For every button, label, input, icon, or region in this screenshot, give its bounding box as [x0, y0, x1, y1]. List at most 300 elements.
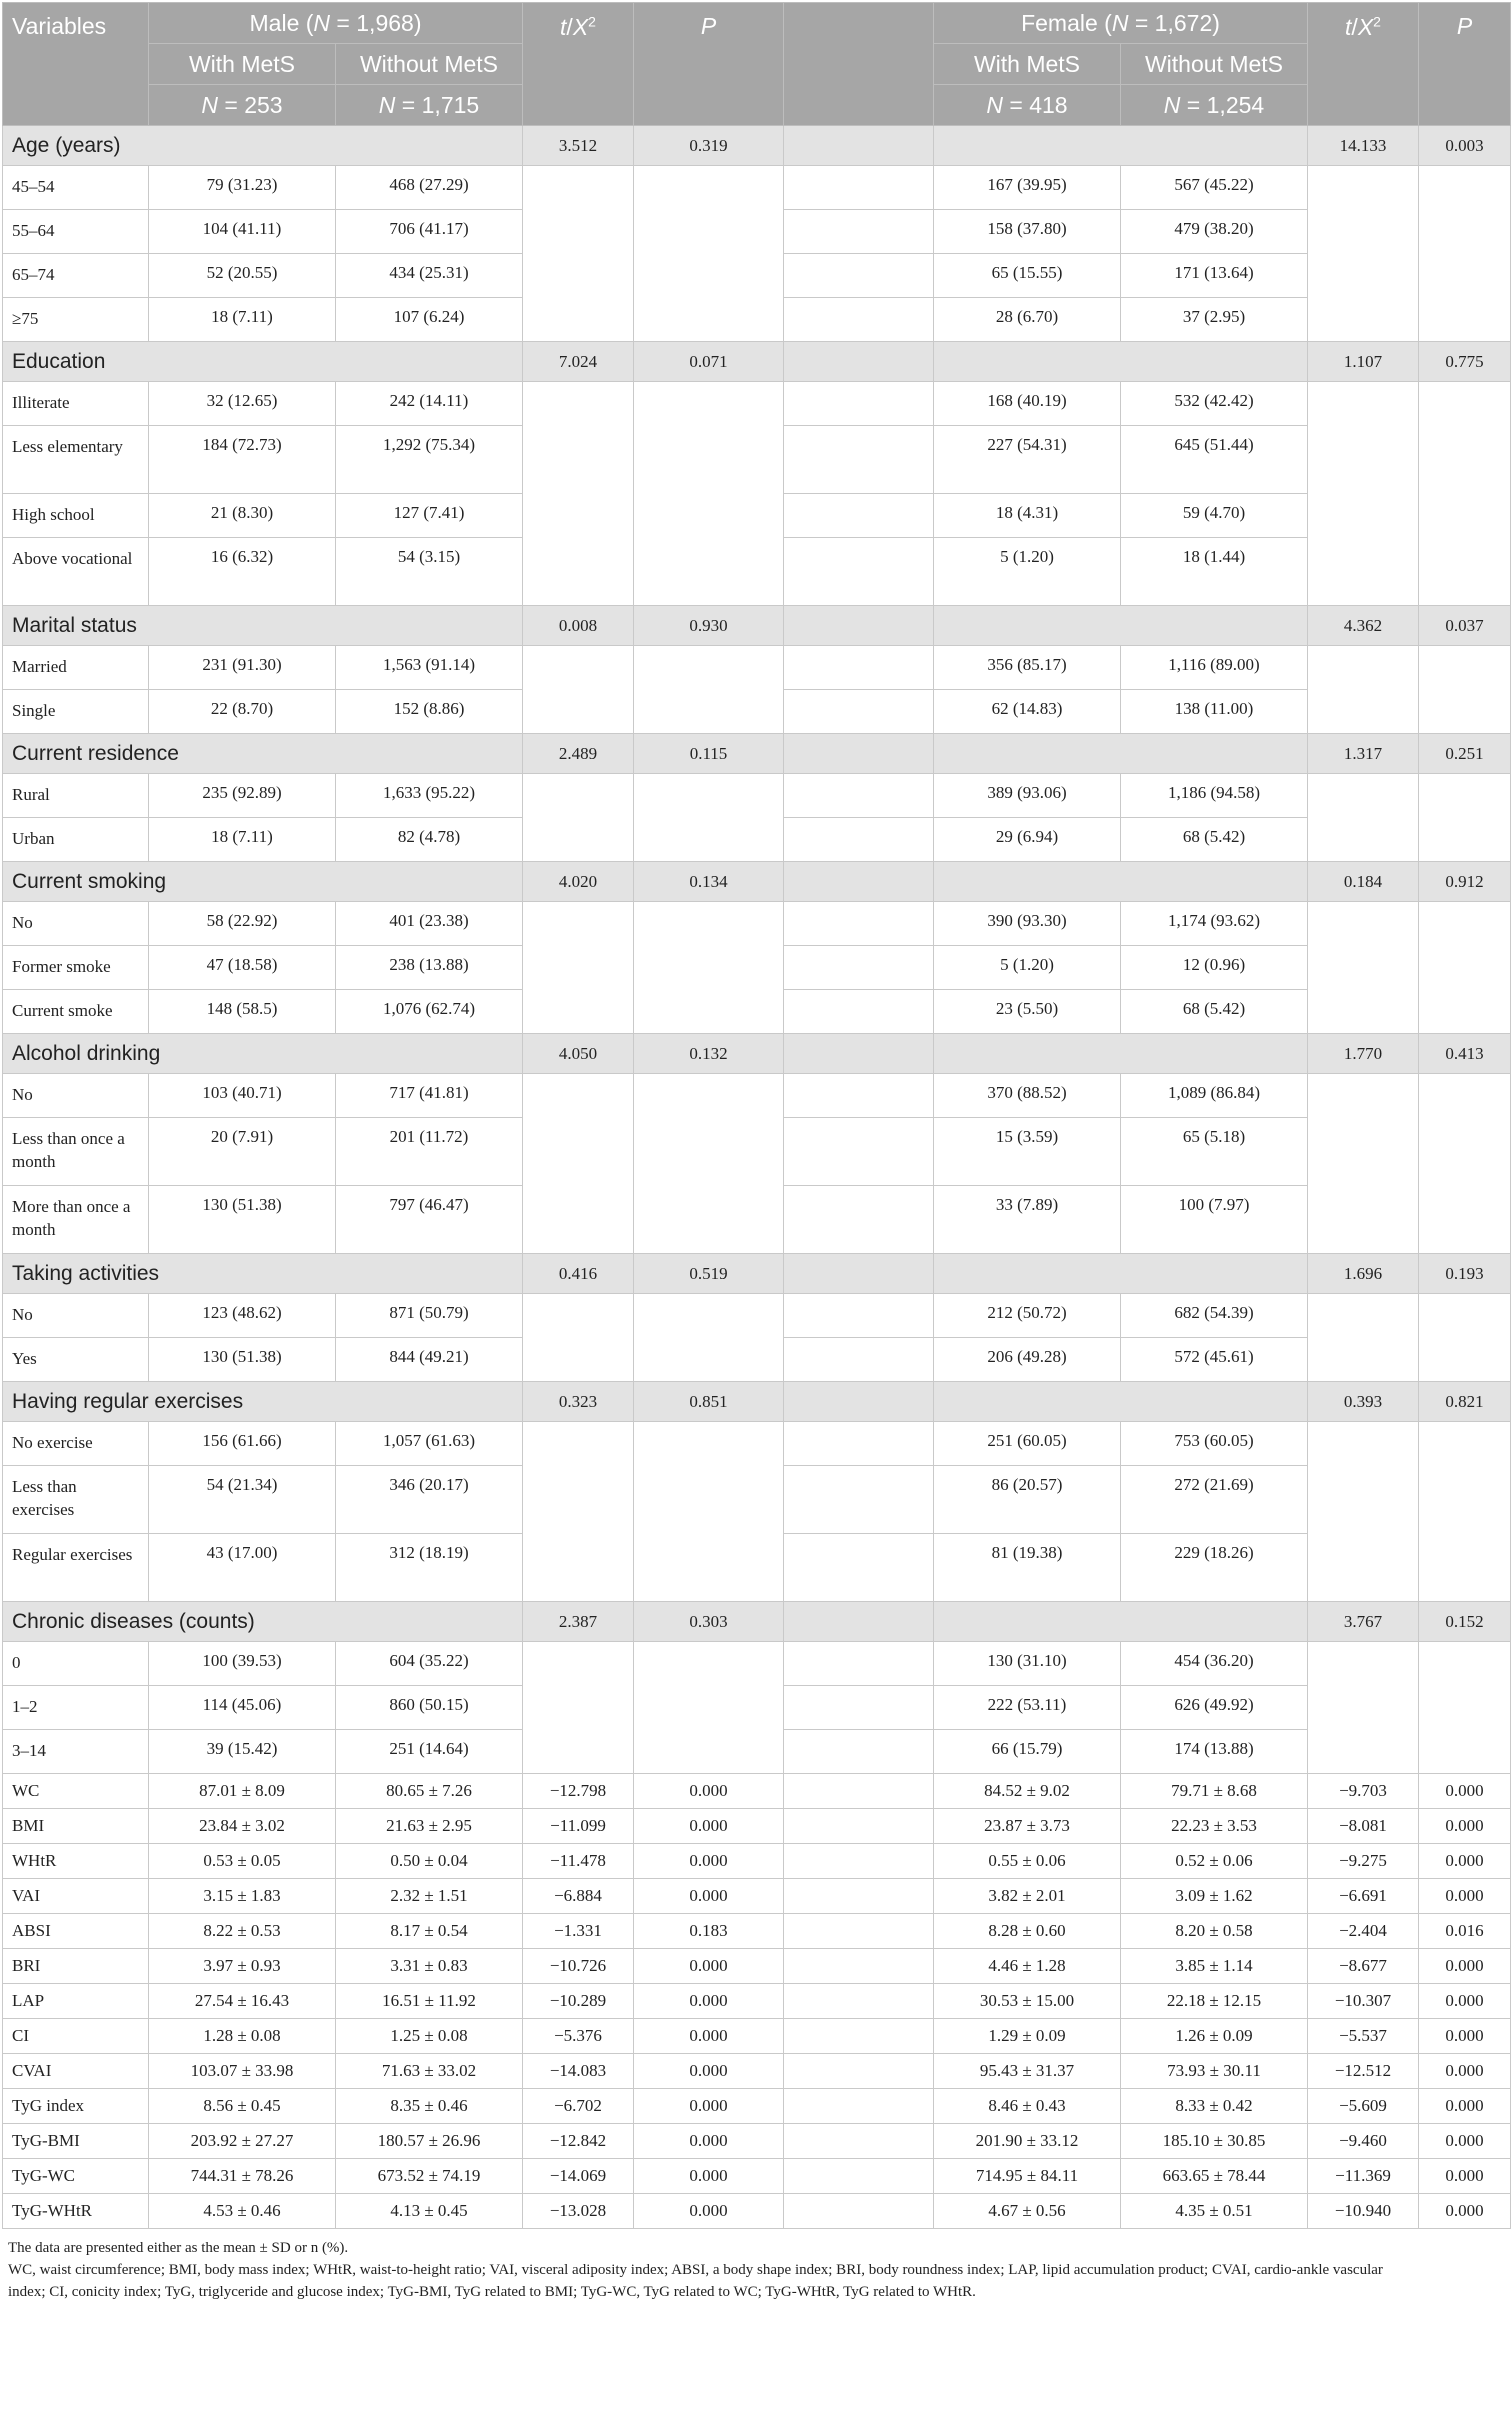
group-male-stat: 0.008: [523, 606, 634, 646]
spacer-cell: [784, 1466, 934, 1534]
male-with-mets-value: 39 (15.42): [149, 1730, 336, 1774]
group-female-p: 0.821: [1419, 1382, 1511, 1422]
row-label: Above vocational: [3, 538, 149, 606]
male-with-mets-value: 8.22 ± 0.53: [149, 1914, 336, 1949]
female-with-mets-value: 4.46 ± 1.28: [934, 1949, 1121, 1984]
female-with-mets-value: 201.90 ± 33.12: [934, 2124, 1121, 2159]
male-without-mets-value: 8.17 ± 0.54: [336, 1914, 523, 1949]
male-without-mets-value: 0.50 ± 0.04: [336, 1844, 523, 1879]
male-p-value: 0.000: [634, 2124, 784, 2159]
male-without-mets-value: 860 (50.15): [336, 1686, 523, 1730]
group-blank: [934, 734, 1308, 774]
female-with-mets-value: 168 (40.19): [934, 382, 1121, 426]
mets-comparison-table: [2, 2, 1511, 2229]
male-with-mets-value: 47 (18.58): [149, 946, 336, 990]
male-with-mets-value: 21 (8.30): [149, 494, 336, 538]
group-spacer: [784, 734, 934, 774]
spacer-cell: [784, 494, 934, 538]
male-without-mets-value: 1,292 (75.34): [336, 426, 523, 494]
spacer-cell: [784, 690, 934, 734]
table-container: [2, 2, 1484, 2303]
male-with-mets-value: 18 (7.11): [149, 818, 336, 862]
male-t-value: −10.726: [523, 1949, 634, 1984]
male-without-mets-value: 251 (14.64): [336, 1730, 523, 1774]
male-p-empty: [634, 1642, 784, 1774]
female-with-mets-value: 212 (50.72): [934, 1294, 1121, 1338]
female-with-mets-value: 389 (93.06): [934, 774, 1121, 818]
male-p-empty: [634, 1294, 784, 1382]
female-with-mets-value: 714.95 ± 84.11: [934, 2159, 1121, 2194]
female-without-mets-value: 18 (1.44): [1121, 538, 1308, 606]
male-p-empty: [634, 166, 784, 342]
male-with-mets-value: 32 (12.65): [149, 382, 336, 426]
spacer-cell: [784, 166, 934, 210]
table-row: [3, 2194, 1511, 2229]
male-without-mets-value: 604 (35.22): [336, 1642, 523, 1686]
row-label: CVAI: [3, 2054, 149, 2089]
female-with-mets-value: 86 (20.57): [934, 1466, 1121, 1534]
row-label: Rural: [3, 774, 149, 818]
group-blank: [934, 126, 1308, 166]
male-p-value: 0.000: [634, 1984, 784, 2019]
male-with-mets-value: 114 (45.06): [149, 1686, 336, 1730]
male-p-empty: [634, 1074, 784, 1254]
row-label: VAI: [3, 1879, 149, 1914]
row-label: TyG-WHtR: [3, 2194, 149, 2229]
row-label: Single: [3, 690, 149, 734]
group-male-stat: 2.489: [523, 734, 634, 774]
male-with-mets-value: 27.54 ± 16.43: [149, 1984, 336, 2019]
male-without-mets-value: 16.51 ± 11.92: [336, 1984, 523, 2019]
group-male-stat: 0.323: [523, 1382, 634, 1422]
female-without-mets-value: 682 (54.39): [1121, 1294, 1308, 1338]
group-blank: [934, 606, 1308, 646]
group-male-p: 0.134: [634, 862, 784, 902]
male-stat-empty: [523, 1642, 634, 1774]
male-with-mets-value: 156 (61.66): [149, 1422, 336, 1466]
female-with-mets-value: 1.29 ± 0.09: [934, 2019, 1121, 2054]
male-with-mets-value: 79 (31.23): [149, 166, 336, 210]
spacer-cell: [784, 990, 934, 1034]
male-without-mets-value: 54 (3.15): [336, 538, 523, 606]
spacer-cell: [784, 1642, 934, 1686]
male-with-mets-value: 20 (7.91): [149, 1118, 336, 1186]
spacer-cell: [784, 1879, 934, 1914]
group-name: Marital status: [3, 606, 523, 646]
male-with-mets-value: 130 (51.38): [149, 1186, 336, 1254]
spacer-cell: [784, 1534, 934, 1602]
spacer-cell: [784, 2159, 934, 2194]
row-label: WC: [3, 1774, 149, 1809]
row-label: ≥75: [3, 298, 149, 342]
male-stat-empty: [523, 774, 634, 862]
male-with-mets-value: 235 (92.89): [149, 774, 336, 818]
female-without-mets-value: 8.20 ± 0.58: [1121, 1914, 1308, 1949]
male-p-value: 0.000: [634, 1879, 784, 1914]
spacer-cell: [784, 1686, 934, 1730]
female-with-mets-value: 29 (6.94): [934, 818, 1121, 862]
male-with-mets-value: 744.31 ± 78.26: [149, 2159, 336, 2194]
male-stat-empty: [523, 382, 634, 606]
spacer-cell: [784, 426, 934, 494]
female-with-mets-value: 251 (60.05): [934, 1422, 1121, 1466]
female-p-value: 0.000: [1419, 1984, 1511, 2019]
female-t-value: −12.512: [1308, 2054, 1419, 2089]
female-without-mets-value: 1,116 (89.00): [1121, 646, 1308, 690]
male-stat-empty: [523, 646, 634, 734]
group-header-row: [3, 734, 1511, 774]
male-without-mets-value: 180.57 ± 26.96: [336, 2124, 523, 2159]
female-with-mets-value: 356 (85.17): [934, 646, 1121, 690]
table-row: [3, 902, 1511, 946]
header-male-group: Male (N = 1,968): [149, 3, 523, 44]
table-row: [3, 2089, 1511, 2124]
male-t-value: −14.083: [523, 2054, 634, 2089]
header-female-p: P: [1419, 3, 1511, 126]
male-with-mets-value: 43 (17.00): [149, 1534, 336, 1602]
female-t-value: −5.609: [1308, 2089, 1419, 2124]
male-without-mets-value: 1,633 (95.22): [336, 774, 523, 818]
male-with-mets-value: 1.28 ± 0.08: [149, 2019, 336, 2054]
table-row: [3, 2054, 1511, 2089]
spacer-cell: [784, 254, 934, 298]
row-label: TyG index: [3, 2089, 149, 2124]
male-t-value: −11.099: [523, 1809, 634, 1844]
female-t-value: −9.460: [1308, 2124, 1419, 2159]
female-with-mets-value: 23.87 ± 3.73: [934, 1809, 1121, 1844]
female-without-mets-value: 3.09 ± 1.62: [1121, 1879, 1308, 1914]
row-label: TyG-BMI: [3, 2124, 149, 2159]
group-female-p: 0.775: [1419, 342, 1511, 382]
group-name: Having regular exercises: [3, 1382, 523, 1422]
female-without-mets-value: 79.71 ± 8.68: [1121, 1774, 1308, 1809]
table-row: [3, 1774, 1511, 1809]
table-row: [3, 1642, 1511, 1686]
male-t-value: −5.376: [523, 2019, 634, 2054]
table-row: [3, 774, 1511, 818]
male-t-value: −10.289: [523, 1984, 634, 2019]
female-without-mets-value: 4.35 ± 0.51: [1121, 2194, 1308, 2229]
row-label: 1–2: [3, 1686, 149, 1730]
row-label: Urban: [3, 818, 149, 862]
spacer-cell: [784, 2124, 934, 2159]
male-without-mets-value: 401 (23.38): [336, 902, 523, 946]
spacer-cell: [784, 1186, 934, 1254]
male-p-value: 0.000: [634, 1774, 784, 1809]
female-p-value: 0.000: [1419, 1774, 1511, 1809]
male-with-mets-value: 148 (58.5): [149, 990, 336, 1034]
female-stat-empty: [1308, 774, 1419, 862]
row-label: CI: [3, 2019, 149, 2054]
row-label: 65–74: [3, 254, 149, 298]
female-without-mets-value: 454 (36.20): [1121, 1642, 1308, 1686]
female-with-mets-value: 0.55 ± 0.06: [934, 1844, 1121, 1879]
row-label: Current smoke: [3, 990, 149, 1034]
female-stat-empty: [1308, 1422, 1419, 1602]
spacer-cell: [784, 382, 934, 426]
female-with-mets-value: 28 (6.70): [934, 298, 1121, 342]
group-female-stat: 1.770: [1308, 1034, 1419, 1074]
male-t-value: −14.069: [523, 2159, 634, 2194]
male-stat-empty: [523, 166, 634, 342]
table-row: [3, 1809, 1511, 1844]
female-t-value: −8.677: [1308, 1949, 1419, 1984]
header-female-with-n: N = 418: [934, 85, 1121, 126]
female-p-empty: [1419, 902, 1511, 1034]
group-female-stat: 4.362: [1308, 606, 1419, 646]
female-t-value: −10.940: [1308, 2194, 1419, 2229]
group-spacer: [784, 126, 934, 166]
spacer-cell: [784, 1422, 934, 1466]
table-row: [3, 1422, 1511, 1466]
male-t-value: −6.884: [523, 1879, 634, 1914]
male-without-mets-value: 312 (18.19): [336, 1534, 523, 1602]
group-female-stat: 1.107: [1308, 342, 1419, 382]
male-t-value: −12.842: [523, 2124, 634, 2159]
female-t-value: −9.703: [1308, 1774, 1419, 1809]
male-without-mets-value: 71.63 ± 33.02: [336, 2054, 523, 2089]
table-header: [3, 3, 1511, 126]
female-with-mets-value: 167 (39.95): [934, 166, 1121, 210]
group-male-p: 0.132: [634, 1034, 784, 1074]
row-label: Illiterate: [3, 382, 149, 426]
male-without-mets-value: 1.25 ± 0.08: [336, 2019, 523, 2054]
spacer-cell: [784, 818, 934, 862]
group-name: Current smoking: [3, 862, 523, 902]
header-female-without: Without MetS: [1121, 44, 1308, 85]
female-stat-empty: [1308, 1642, 1419, 1774]
female-p-empty: [1419, 166, 1511, 342]
table-row: [3, 166, 1511, 210]
header-variables: Variables: [3, 3, 149, 126]
spacer-cell: [784, 1949, 934, 1984]
spacer-cell: [784, 1914, 934, 1949]
male-with-mets-value: 87.01 ± 8.09: [149, 1774, 336, 1809]
male-without-mets-value: 844 (49.21): [336, 1338, 523, 1382]
female-p-empty: [1419, 646, 1511, 734]
row-label: Married: [3, 646, 149, 690]
female-with-mets-value: 130 (31.10): [934, 1642, 1121, 1686]
female-p-empty: [1419, 1422, 1511, 1602]
male-without-mets-value: 82 (4.78): [336, 818, 523, 862]
male-stat-empty: [523, 1294, 634, 1382]
female-t-value: −2.404: [1308, 1914, 1419, 1949]
male-without-mets-value: 21.63 ± 2.95: [336, 1809, 523, 1844]
table-row: [3, 2124, 1511, 2159]
row-label: Regular exercises: [3, 1534, 149, 1602]
row-label: More than once a month: [3, 1186, 149, 1254]
male-t-value: −11.478: [523, 1844, 634, 1879]
male-without-mets-value: 871 (50.79): [336, 1294, 523, 1338]
group-male-p: 0.930: [634, 606, 784, 646]
group-name: Chronic diseases (counts): [3, 1602, 523, 1642]
group-female-p: 0.413: [1419, 1034, 1511, 1074]
female-p-empty: [1419, 774, 1511, 862]
female-without-mets-value: 68 (5.42): [1121, 990, 1308, 1034]
male-with-mets-value: 16 (6.32): [149, 538, 336, 606]
male-with-mets-value: 4.53 ± 0.46: [149, 2194, 336, 2229]
male-p-value: 0.000: [634, 2054, 784, 2089]
group-header-row: [3, 1034, 1511, 1074]
female-with-mets-value: 15 (3.59): [934, 1118, 1121, 1186]
male-p-value: 0.183: [634, 1914, 784, 1949]
male-stat-empty: [523, 1422, 634, 1602]
group-male-p: 0.519: [634, 1254, 784, 1294]
female-with-mets-value: 222 (53.11): [934, 1686, 1121, 1730]
group-spacer: [784, 342, 934, 382]
female-without-mets-value: 12 (0.96): [1121, 946, 1308, 990]
group-name: Current residence: [3, 734, 523, 774]
group-male-stat: 4.020: [523, 862, 634, 902]
female-without-mets-value: 479 (38.20): [1121, 210, 1308, 254]
female-t-value: −9.275: [1308, 1844, 1419, 1879]
female-p-value: 0.000: [1419, 1949, 1511, 1984]
female-without-mets-value: 1,089 (86.84): [1121, 1074, 1308, 1118]
group-male-p: 0.071: [634, 342, 784, 382]
group-female-stat: 3.767: [1308, 1602, 1419, 1642]
group-male-p: 0.115: [634, 734, 784, 774]
male-stat-empty: [523, 1074, 634, 1254]
group-header-row: [3, 342, 1511, 382]
male-with-mets-value: 130 (51.38): [149, 1338, 336, 1382]
group-name: Age (years): [3, 126, 523, 166]
row-label: No: [3, 1074, 149, 1118]
female-with-mets-value: 81 (19.38): [934, 1534, 1121, 1602]
male-without-mets-value: 107 (6.24): [336, 298, 523, 342]
female-p-empty: [1419, 1074, 1511, 1254]
group-female-stat: 1.696: [1308, 1254, 1419, 1294]
female-p-value: 0.000: [1419, 2054, 1511, 2089]
male-without-mets-value: 80.65 ± 7.26: [336, 1774, 523, 1809]
male-without-mets-value: 434 (25.31): [336, 254, 523, 298]
group-male-stat: 7.024: [523, 342, 634, 382]
male-without-mets-value: 8.35 ± 0.46: [336, 2089, 523, 2124]
header-male-p: P: [634, 3, 784, 126]
group-header-row: [3, 126, 1511, 166]
male-with-mets-value: 18 (7.11): [149, 298, 336, 342]
female-stat-empty: [1308, 1074, 1419, 1254]
group-blank: [934, 1382, 1308, 1422]
female-without-mets-value: 645 (51.44): [1121, 426, 1308, 494]
table-row: [3, 1074, 1511, 1118]
spacer-cell: [784, 1294, 934, 1338]
female-without-mets-value: 37 (2.95): [1121, 298, 1308, 342]
female-t-value: −5.537: [1308, 2019, 1419, 2054]
male-stat-empty: [523, 902, 634, 1034]
female-with-mets-value: 18 (4.31): [934, 494, 1121, 538]
female-with-mets-value: 30.53 ± 15.00: [934, 1984, 1121, 2019]
row-label: Less than once a month: [3, 1118, 149, 1186]
male-with-mets-value: 103 (40.71): [149, 1074, 336, 1118]
table-row: [3, 1949, 1511, 1984]
female-with-mets-value: 370 (88.52): [934, 1074, 1121, 1118]
male-without-mets-value: 468 (27.29): [336, 166, 523, 210]
header-female-stat-text: $t/X^2$: [1345, 13, 1381, 40]
table-row: [3, 2019, 1511, 2054]
row-label: Less than exercises: [3, 1466, 149, 1534]
row-label: TyG-WC: [3, 2159, 149, 2194]
female-without-mets-value: 185.10 ± 30.85: [1121, 2124, 1308, 2159]
male-with-mets-value: 104 (41.11): [149, 210, 336, 254]
row-label: No: [3, 902, 149, 946]
group-spacer: [784, 1254, 934, 1294]
group-female-stat: 0.184: [1308, 862, 1419, 902]
footnote-data-note: The data are presented either as the mean ± SD or n (%).: [8, 2240, 349, 2256]
spacer-cell: [784, 1074, 934, 1118]
group-header-row: [3, 1382, 1511, 1422]
female-without-mets-value: 65 (5.18): [1121, 1118, 1308, 1186]
female-without-mets-value: 138 (11.00): [1121, 690, 1308, 734]
header-male-stat: [523, 3, 634, 126]
row-label: Yes: [3, 1338, 149, 1382]
group-header-row: [3, 1254, 1511, 1294]
row-label: 55–64: [3, 210, 149, 254]
male-with-mets-value: 58 (22.92): [149, 902, 336, 946]
male-t-value: −12.798: [523, 1774, 634, 1809]
male-without-mets-value: 127 (7.41): [336, 494, 523, 538]
row-label: Former smoke: [3, 946, 149, 990]
group-blank: [934, 1254, 1308, 1294]
female-without-mets-value: 626 (49.92): [1121, 1686, 1308, 1730]
table-row: [3, 2159, 1511, 2194]
group-male-p: 0.303: [634, 1602, 784, 1642]
group-male-stat: 2.387: [523, 1602, 634, 1642]
male-without-mets-value: 4.13 ± 0.45: [336, 2194, 523, 2229]
group-blank: [934, 862, 1308, 902]
female-without-mets-value: 532 (42.42): [1121, 382, 1308, 426]
group-blank: [934, 342, 1308, 382]
female-without-mets-value: 22.23 ± 3.53: [1121, 1809, 1308, 1844]
header-male-stat-text: $t/X^2$: [560, 13, 596, 40]
male-p-empty: [634, 774, 784, 862]
row-label: 0: [3, 1642, 149, 1686]
group-header-row: [3, 862, 1511, 902]
row-label: Less elementary: [3, 426, 149, 494]
group-name: Alcohol drinking: [3, 1034, 523, 1074]
row-label: No exercise: [3, 1422, 149, 1466]
female-without-mets-value: 22.18 ± 12.15: [1121, 1984, 1308, 2019]
spacer-cell: [784, 210, 934, 254]
female-without-mets-value: 272 (21.69): [1121, 1466, 1308, 1534]
spacer-cell: [784, 1809, 934, 1844]
header-spacer: [784, 3, 934, 126]
female-with-mets-value: 65 (15.55): [934, 254, 1121, 298]
group-header-row: [3, 1602, 1511, 1642]
group-female-stat: 14.133: [1308, 126, 1419, 166]
group-female-p: 0.251: [1419, 734, 1511, 774]
table-row: [3, 1844, 1511, 1879]
female-with-mets-value: 95.43 ± 31.37: [934, 2054, 1121, 2089]
female-p-empty: [1419, 1642, 1511, 1774]
male-with-mets-value: 3.97 ± 0.93: [149, 1949, 336, 1984]
group-blank: [934, 1602, 1308, 1642]
female-with-mets-value: 206 (49.28): [934, 1338, 1121, 1382]
female-with-mets-value: 390 (93.30): [934, 902, 1121, 946]
spacer-cell: [784, 2054, 934, 2089]
female-without-mets-value: 59 (4.70): [1121, 494, 1308, 538]
female-with-mets-value: 23 (5.50): [934, 990, 1121, 1034]
female-p-value: 0.000: [1419, 2194, 1511, 2229]
female-p-value: 0.000: [1419, 2124, 1511, 2159]
spacer-cell: [784, 2194, 934, 2229]
female-with-mets-value: 158 (37.80): [934, 210, 1121, 254]
group-female-p: 0.037: [1419, 606, 1511, 646]
female-with-mets-value: 4.67 ± 0.56: [934, 2194, 1121, 2229]
female-p-value: 0.016: [1419, 1914, 1511, 1949]
spacer-cell: [784, 2089, 934, 2124]
header-female-with: With MetS: [934, 44, 1121, 85]
group-female-p: 0.912: [1419, 862, 1511, 902]
